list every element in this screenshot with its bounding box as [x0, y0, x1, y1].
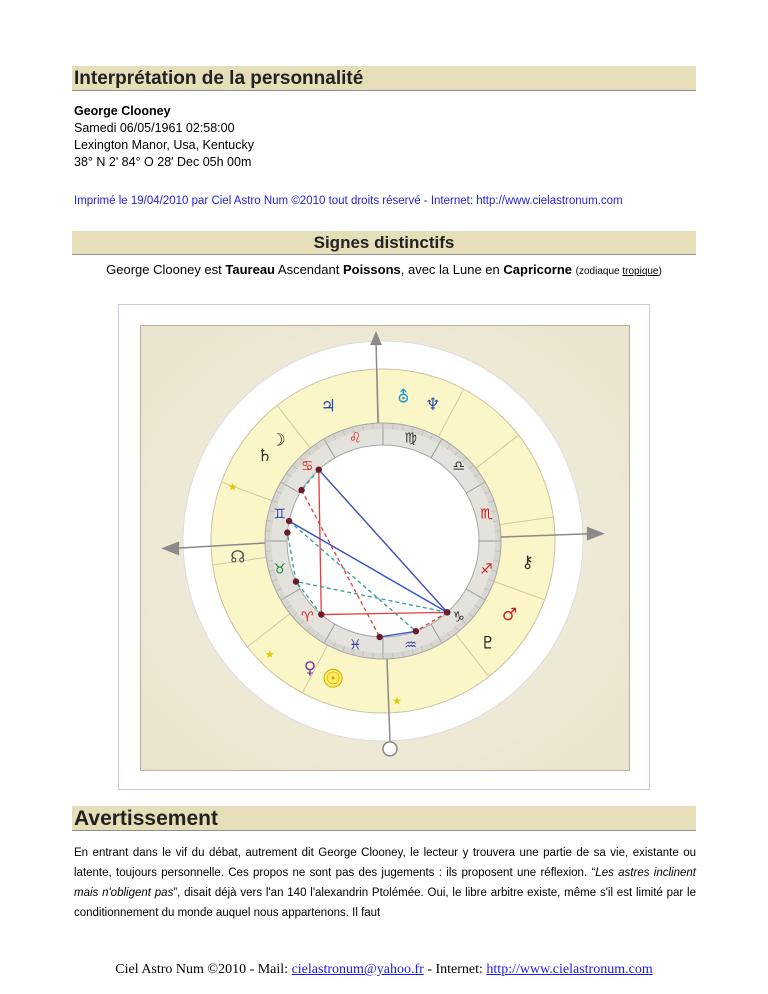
zodiac-sign-icon: ♌ [349, 430, 362, 447]
planet-position-dot [286, 518, 292, 524]
sun-sign: Taureau [225, 262, 275, 277]
section-header-signs [72, 231, 696, 255]
astro-chart-frame [118, 304, 650, 790]
fixed-star-icon: ★ [227, 480, 238, 494]
ptolemy-quote: Les astres inclinent mais n'obligent pas [74, 867, 696, 899]
signs-text: , avec la Lune en [400, 262, 504, 277]
zodiac-sign-icon: ♉ [273, 561, 286, 578]
section-header-warning [72, 806, 696, 831]
planet-icon: ♀ [303, 658, 317, 679]
signs-summary [74, 262, 694, 277]
planet-icon: ⛢ [397, 387, 410, 408]
natal-chart-wheel [141, 326, 630, 771]
person-name: George Clooney [74, 104, 171, 118]
planet-icon: ⚷ [521, 552, 534, 573]
signs-text: Ascendant [275, 262, 343, 277]
warning-text: En entrant dans le vif du débat, autrement dit George Clooney, le lecteur y trouvera une partie de sa vie, existante ou latente, toujours personnelle. Ces propos ne sont pas des jugements : ils proposent une réflexion. “ [74, 847, 696, 879]
zodiac-sign-icon: ♐ [480, 561, 493, 578]
section-header-interpretation [72, 66, 696, 91]
section-title: Signes distinctifs [313, 233, 455, 252]
planet-icon: ♂ [501, 605, 518, 625]
planet-position-dot [318, 611, 324, 617]
fixed-star-icon: ★ [392, 694, 402, 708]
zodiac-link[interactable]: tropique [622, 266, 659, 277]
planet-position-dot [413, 628, 419, 634]
planet-icon: ♆ [425, 394, 441, 415]
printed-notice: Imprimé le 19/04/2010 par Ciel Astro Num ©2010 tout droits réservé - Internet: http://www.cielastronum.com [74, 195, 623, 207]
signs-text: George Clooney est [106, 262, 226, 277]
section-title: Interprétation de la personnalité [74, 68, 364, 89]
warning-paragraph [74, 843, 696, 923]
birth-datetime: Samedi 06/05/1961 02:58:00 [74, 121, 235, 135]
zodiac-sign-icon: ♒ [404, 637, 417, 654]
planet-position-dot [293, 578, 299, 584]
footer-email-link[interactable]: cielastronum@yahoo.fr [291, 962, 424, 977]
planet-position-dot [376, 634, 382, 640]
planet-icon: ☉ [325, 669, 341, 690]
zodiac-suffix: ) [658, 266, 662, 277]
planet-position-dot [284, 529, 290, 535]
zodiac-sign-icon: ♑ [452, 609, 465, 626]
warning-text: ”, disait déjà vers l'an 140 l'alexandrin Ptolémée. Oui, le libre arbitre existe, même s'il est limité par le conditionnement du monde auquel nous appartenons. Il faut [74, 887, 696, 919]
planet-icon: ☊ [230, 547, 246, 568]
zodiac-sign-icon: ♈ [301, 609, 314, 626]
zodiac-sign-icon: ♍ [404, 430, 417, 447]
astro-chart-background [140, 325, 630, 771]
page-footer [0, 962, 768, 978]
footer-url-link[interactable]: http://www.cielastronum.com [486, 962, 653, 977]
ic-marker-icon [383, 742, 397, 756]
birth-coordinates: 38° N 2' 84° O 28' Dec 05h 00m [74, 155, 252, 169]
section-title: Avertissement [74, 807, 218, 830]
zodiac-sign-icon: ♎ [452, 458, 465, 475]
zodiac-sign-icon: ♊ [273, 506, 286, 523]
planet-position-dot [444, 609, 450, 615]
planet-position-dot [316, 466, 322, 472]
zodiac-sign-icon: ♏ [480, 506, 493, 523]
planet-position-dot [298, 487, 304, 493]
planet-icon: ♄ [257, 446, 273, 467]
footer-middle: - Internet: [423, 962, 487, 977]
ascendant-sign: Poissons [342, 262, 401, 277]
moon-sign: Capricorne [503, 262, 573, 277]
planet-icon: ☽ [270, 430, 286, 451]
fixed-star-icon: ★ [264, 648, 275, 662]
zodiac-sign-icon: ♓ [349, 637, 362, 654]
footer-prefix: Ciel Astro Num ©2010 - Mail: [115, 962, 292, 977]
zodiac-prefix: (zodiaque [575, 266, 623, 277]
birth-place: Lexington Manor, Usa, Kentucky [74, 138, 254, 152]
birth-info [74, 103, 254, 171]
planet-icon: ♇ [480, 633, 496, 654]
planet-icon: ♃ [320, 396, 336, 417]
zodiac-sign-icon: ♋ [301, 458, 314, 475]
